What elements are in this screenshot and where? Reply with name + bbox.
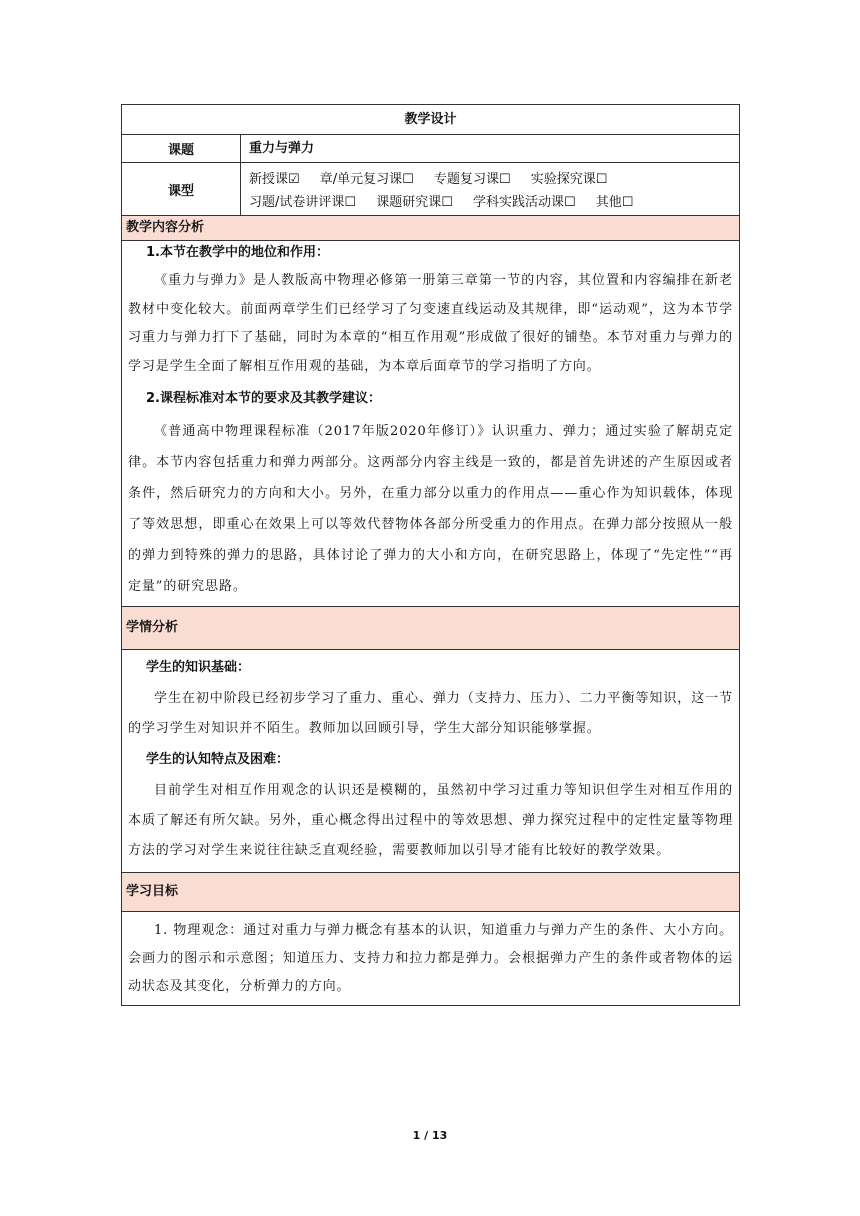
topic-label: 课题 [122,135,241,162]
content-analysis-subheading-1: 1.本节在教学中的地位和作用： [146,245,329,260]
content-analysis-paragraph-2: 《普通高中物理课程标准（2017年版2020年修订）》认识重力、弹力；通过实验了解胡克定律。本节内容包括重力和弹力两部分。这两部分内容主线是一致的，都是首先讲述的产生原因或者条件，然后研究力的方向和大小。另外，在重力部分以重力的作用点——重心作为知识载体，体现了等效思想，即重心在效果上可以等效代替物体各部分所受重力的作用点。在弹力部分按照从一般的弹力到特殊的弹力的思路，具体讨论了弹力的大小和方向，在研究思路上，体现了“先定性”“再定量”的研究思路。 [128,424,733,594]
lesson-plan-table [121,104,740,1006]
lesson-type-row [122,163,739,216]
option-other: 其他☐ [595,195,634,210]
learner-analysis-subheading-2: 学生的认知特点及困难： [146,752,290,767]
section-heading-objectives: 学习目标 [122,873,739,912]
page-number: 1 / 13 [412,1129,448,1142]
topic-value: 重力与弹力 [249,141,315,156]
learner-analysis-paragraph-1: 学生在初中阶段已经初步学习了重力、重心、弹力（支持力、压力）、二力平衡等知识，这一节的学习学生对知识并不陌生。教师加以回顾引导，学生大部分知识能够掌握。 [128,691,733,736]
option-experiment: 实验探究课☐ [530,172,608,187]
learner-analysis-body [122,650,739,873]
content-analysis-subheading-2: 2.课程标准对本节的要求及其教学建议： [146,391,381,406]
objective-paragraph-1: 1. 物理观念：通过对重力与弹力概念有基本的认识，知道重力与弹力产生的条件、大小方向。会画力的图示和示意图；知道压力、支持力和拉力都是弹力。会根据弹力产生的条件或者物体的运动状态及其变化，分析弹力的方向。 [128,923,733,994]
option-exercise-review: 习题/试卷讲评课☐ [249,195,357,210]
lesson-type-line-2 [249,191,739,214]
learner-analysis-subheading-1: 学生的知识基础： [146,660,251,675]
objectives-body [122,912,739,1006]
option-practice-activity: 学科实践活动课☐ [472,195,576,210]
content-analysis-body [122,241,739,607]
section-heading-learner-analysis: 学情分析 [122,607,739,650]
option-unit-review: 章/单元复习课☐ [319,172,414,187]
lesson-type-label: 课型 [122,163,241,215]
document-title: 教学设计 [122,105,739,135]
lesson-type-line-1 [249,168,739,191]
learner-analysis-paragraph-2: 目前学生对相互作用观念的认识还是模糊的，虽然初中学习过重力等知识但学生对相互作用的本质了解还有所欠缺。另外，重心概念得出过程中的等效思想、弹力探究过程中的定性定量等物理方法的学习对学生来说往往缺乏直观经验，需要教师加以引导才能有比较好的教学效果。 [128,783,733,858]
option-topic-review: 专题复习课☐ [433,172,511,187]
content-analysis-paragraph-1: 《重力与弹力》是人教版高中物理必修第一册第三章第一节的内容，其位置和内容编排在新老教材中变化较大。前面两章学生们已经学习了匀变速直线运动及其规律，即“运动观”，这为本节学习重力与弹力打下了基础，同时为本章的“相互作用观”形成做了很好的铺垫。本节对重力与弹力的学习是学生全面了解相互作用观的基础，为本章后面章节的学习指明了方向。 [128,273,733,374]
section-heading-content-analysis: 教学内容分析 [122,216,739,241]
topic-row [122,135,739,163]
option-new-lesson: 新授课☑ [249,172,300,187]
option-research: 课题研究课☐ [376,195,453,210]
lesson-type-options [241,163,739,215]
